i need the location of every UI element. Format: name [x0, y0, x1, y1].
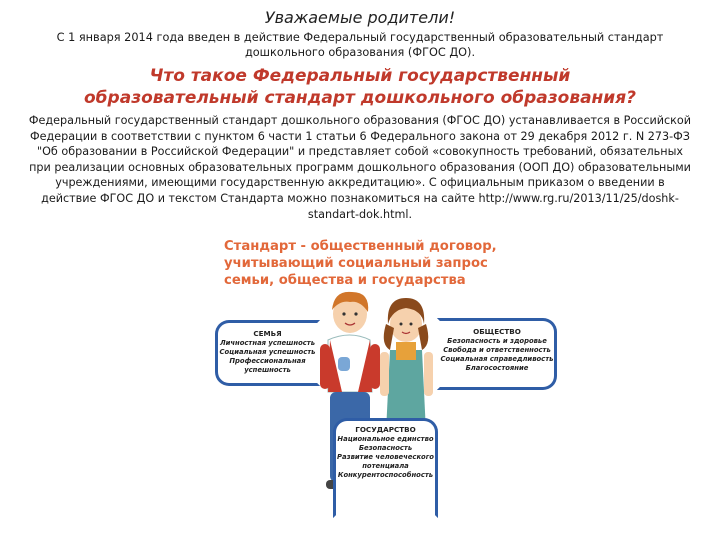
society-item: Безопасность и здоровье — [447, 337, 547, 345]
state-item: Конкурентоспособность — [337, 471, 434, 479]
intro-text: С 1 января 2014 года введен в действие Федеральный государственный образовательный стандарт дошкольного образования (ФГОС ДО). — [56, 31, 664, 59]
family-item: Личностная успешность — [219, 339, 316, 347]
state-item: Безопасность — [358, 444, 413, 452]
greeting-heading: Уважаемые родители! — [264, 8, 456, 27]
society-item: Благосостояние — [465, 364, 529, 372]
family-item: Профессиональная успешность — [229, 357, 306, 374]
body-paragraph: Федеральный государственный стандарт дошкольного образования (ФГОС ДО) устанавливается в Российской Федерации в соответствии с пунктом 6 части 1 статьи 6 Федерального закона от 29 декабря 2012 г. N 273-ФЗ "Об образовании в Российской Федерации" и представляет собой «совокупность требований, обязательных при реализации основных образовательных программ дошкольного образования (ООП ДО) образовательными учреждениями, имеющими государственную аккредитацию». С официальным приказом о введении в действие ФГОС ДО и текстом Стандарта можно познакомиться на сайте http://www.rg.ru/2013/11/25/doshk-standart-dok.html. — [28, 114, 692, 221]
state-title: ГОСУДАРСТВО — [355, 425, 416, 434]
family-item: Социальная успешность — [219, 348, 316, 356]
society-item: Свобода и ответственность — [443, 346, 551, 354]
state-box — [333, 418, 438, 518]
society-title: ОБЩЕСТВО — [473, 327, 521, 336]
society-box — [437, 318, 557, 390]
family-box — [215, 320, 320, 386]
family-title: СЕМЬЯ — [253, 329, 282, 338]
state-item: Развитие человеческого потенциала — [337, 453, 434, 470]
society-item: Социальная справедливость — [440, 355, 554, 363]
question-heading: Что такое Федеральный государственный образовательный стандарт дошкольного образования? — [84, 66, 636, 108]
state-item: Национальное единство — [337, 435, 434, 443]
infographic-title: Стандарт - общественный договор, учитывающий социальный запрос семьи, общества и государства — [224, 239, 497, 288]
